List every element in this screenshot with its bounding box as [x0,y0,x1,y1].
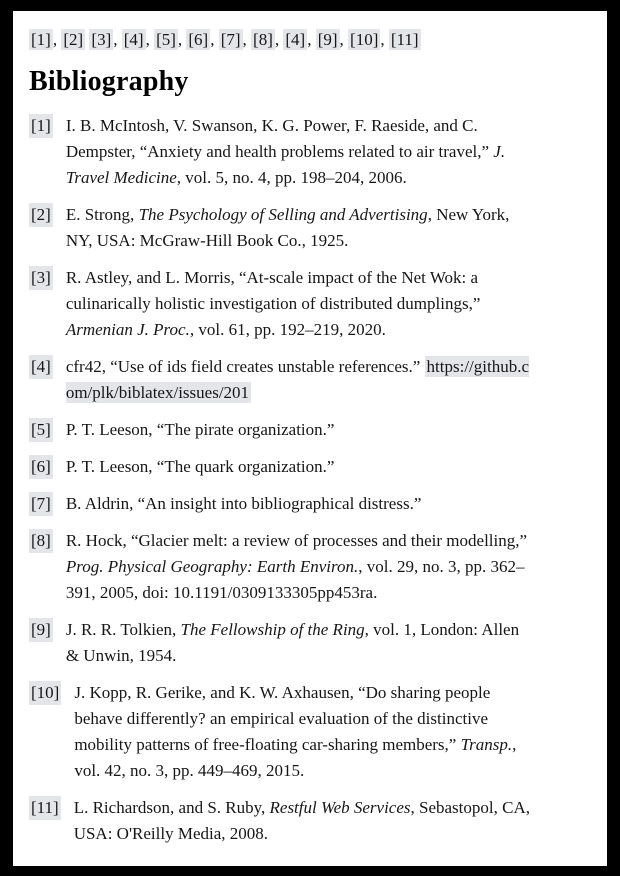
citation-separator: , [113,30,122,49]
document-page [13,11,607,866]
bib-entry-text-segment: , Sebastopol, CA, USA: O'Reilly Media, 2008. [73,798,530,843]
bib-entry-text [66,491,534,517]
citation-separator: , [274,30,284,49]
bib-entry-text [66,202,534,254]
citation-separator: , [242,30,252,49]
citation-link[interactable]: [4] [123,30,144,49]
citation-link[interactable]: [1] [31,30,51,49]
bib-entry [29,113,591,191]
bib-entry [29,617,591,669]
bib-entry-text [66,617,534,669]
bib-entry-text [74,680,542,784]
bibliography-heading: Bibliography [29,66,189,97]
bib-entry-text-segment: , vol. 61, pp. 192–219, 2020. [189,320,386,339]
bib-entry-italic-title: Armenian J. Proc. [65,320,190,339]
citation-separator: , [177,30,187,49]
bib-entry-label: [9] [29,618,53,642]
bib-entry [29,680,591,784]
citation-link[interactable]: [3] [91,30,112,49]
citation-separator: , [52,30,62,49]
bib-entry-italic-title: Restful Web Services [269,798,411,817]
bib-entry-label: [1] [29,114,53,138]
bib-entry [29,491,591,517]
page-content [13,11,607,847]
citation-link[interactable]: [9] [317,30,338,49]
bib-entry-text-segment: , vol. 1, London: Allen & Unwin, 1954. [65,620,520,665]
bib-entry-italic-title: J. Travel Medicine [65,142,506,187]
bib-entry-label: [3] [29,266,53,290]
citation-line [29,27,591,53]
bib-entry-text-segment: L. Richardson, and S. Ruby, [73,798,270,817]
bib-entry [29,265,591,343]
bib-entry [29,528,591,606]
citation-link[interactable]: [2] [63,30,84,49]
citation-separator: , [145,30,155,49]
bib-entry-label: [7] [29,492,53,516]
citation-link[interactable]: [5] [156,30,176,49]
bib-entry-label: [2] [29,203,53,227]
citation-link[interactable]: [4] [285,30,306,49]
citation-link[interactable]: [6] [188,30,209,49]
bib-entry-text-segment: J. R. R. Tolkien, [65,620,181,639]
bib-entry-text-segment: , New York, NY, USA: McGraw-Hill Book Co., 1925. [65,205,510,250]
bib-entry [29,795,591,847]
bib-entry-label: [11] [29,796,61,820]
bib-entry-label: [8] [29,529,53,553]
bib-entry-italic-title: The Psychology of Selling and Advertising [138,205,428,224]
bib-entry [29,417,591,443]
bib-entry-text-segment: , vol. 29, no. 3, pp. 362–391, 2005, doi: 10.1191/0309133305pp453ra. [65,557,525,602]
citation-separator: , [307,30,316,49]
bib-entry-label: [4] [29,355,53,379]
bibliography-list [29,113,591,847]
bib-entry [29,354,591,406]
bib-entry-text [74,795,542,847]
bib-entry-text [66,417,534,443]
bib-entry-text-segment: E. Strong, [65,205,139,224]
bib-entry [29,202,591,254]
bib-entry-text [66,454,534,480]
bib-entry-text-segment: R. Astley, and L. Morris, “At-scale impact of the Net Wok: a culinarically holistic investigation of distributed dumplings,” [65,268,481,313]
bib-entry-label: [6] [29,455,53,479]
bib-entry-text-segment: P. T. Leeson, “The quark organization.” [65,457,335,476]
citation-link[interactable]: [10] [350,30,379,49]
bib-entry-italic-title: Transp. [460,735,513,754]
bib-entry-text-segment: P. T. Leeson, “The pirate organization.” [65,420,335,439]
citation-link[interactable]: [7] [220,30,241,49]
bib-entry-italic-title: Prog. Physical Geography: Earth Environ. [65,557,359,576]
bib-entry-text-segment: , vol. 42, no. 3, pp. 449–469, 2015. [74,735,517,780]
bib-entry-italic-title: The Fellowship of the Ring [180,620,365,639]
bib-entry-text [66,113,534,191]
citation-separator: , [339,30,349,49]
citation-separator: , [380,30,389,49]
bib-entry-label: [5] [29,418,53,442]
bib-entry-text-segment: R. Hock, “Glacier melt: a review of processes and their modelling,” [65,531,528,550]
bib-entry-text [66,265,534,343]
bib-entry-text-segment: B. Aldrin, “An insight into bibliographical distress.” [65,494,422,513]
bib-entry-text [66,354,534,406]
bib-entry-url-link[interactable]: https://github.com/plk/biblatex/issues/201 [65,357,530,402]
citation-link[interactable]: [8] [253,30,273,49]
bib-entry-text-segment: I. B. McIntosh, V. Swanson, K. G. Power, F. Raeside, and C. Dempster, “Anxiety and health problems related to air travel,” [65,116,494,161]
bib-entry-text-segment: cfr42, “Use of ids field creates unstable references.” [65,357,425,376]
bib-entry [29,454,591,480]
bib-entry-text [66,528,534,606]
citation-separator: , [210,30,219,49]
bib-entry-text-segment: , vol. 5, no. 4, pp. 198–204, 2006. [176,168,407,187]
bib-entry-label: [10] [29,681,61,705]
bib-entry-text-segment: J. Kopp, R. Gerike, and K. W. Axhausen, “Do sharing people behave differently? an empirical evaluation of the distinctive mobility patterns of free-floating car-sharing members,” [74,683,491,754]
citation-link[interactable]: [11] [390,30,419,49]
